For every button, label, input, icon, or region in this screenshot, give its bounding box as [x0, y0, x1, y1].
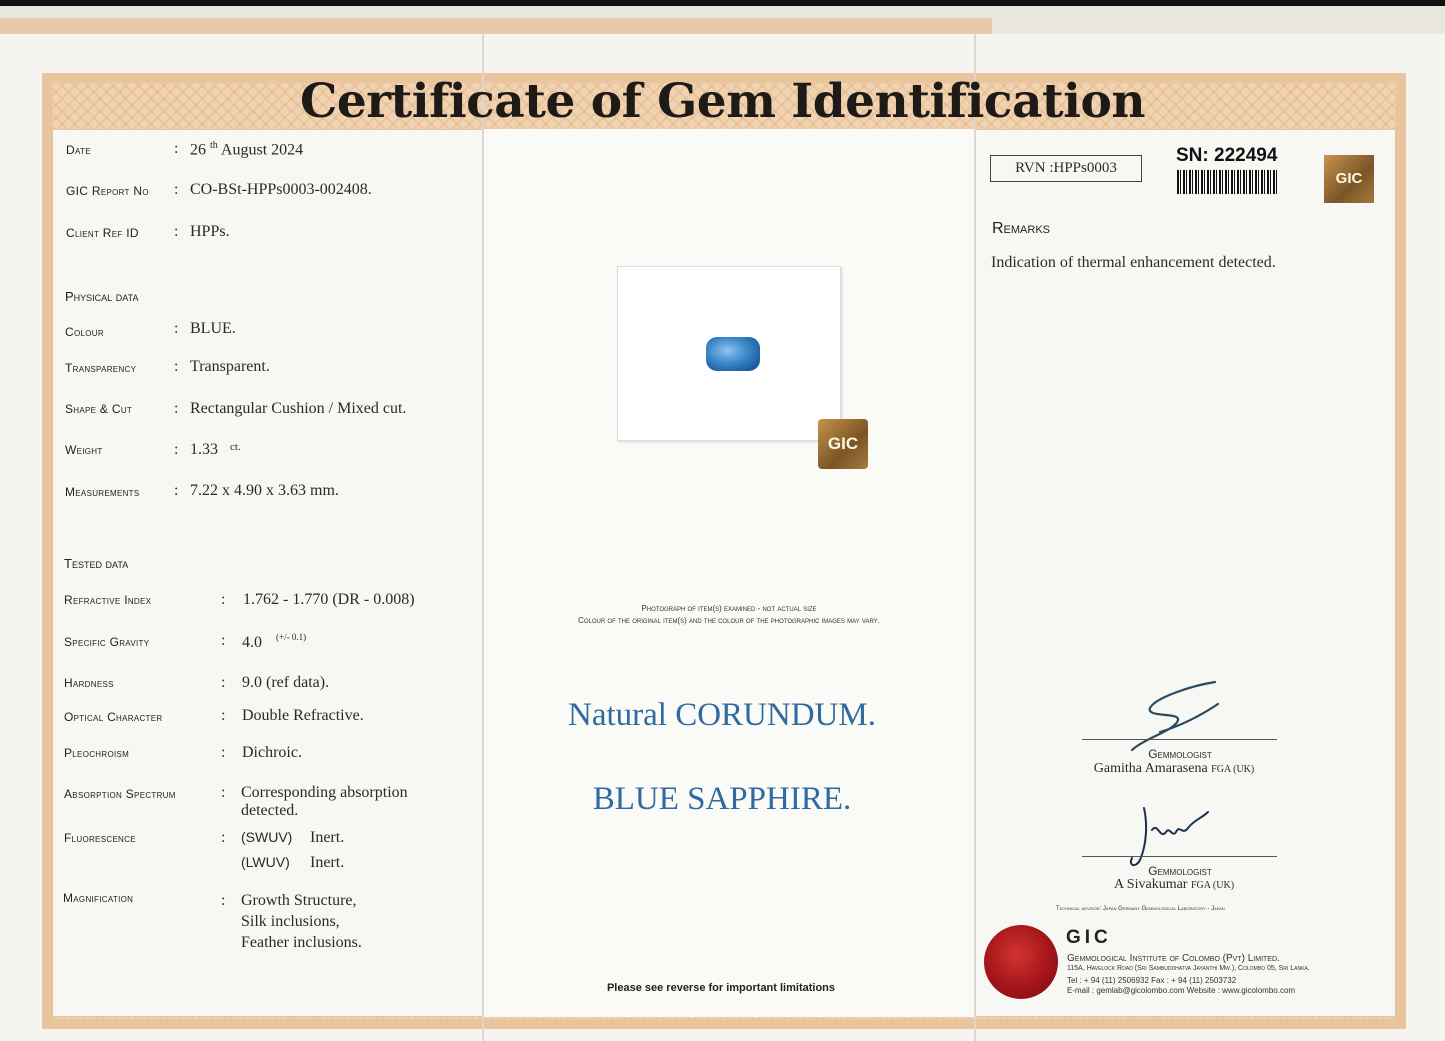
- client-ref-value: HPPs.: [190, 223, 230, 240]
- certificate-title: Certificate of Gem Identification: [299, 74, 1146, 129]
- institute-phone: Tel : + 94 (11) 2506932 Fax : + 94 (11) 2503732: [1067, 976, 1237, 985]
- absorption-value: Corresponding absorption detected.: [241, 784, 408, 819]
- colon: :: [221, 744, 226, 761]
- photo-note-line-1: Photograph of item(s) examined - not actual size: [641, 604, 817, 613]
- gemmologist-2-fullname: A Sivakumar: [1113, 877, 1188, 892]
- barcode: [1177, 170, 1277, 194]
- photo-note-line-2: Colour of the original item(s) and the colour of the photographic images may vary.: [578, 616, 880, 625]
- red-wax-seal: [984, 925, 1058, 999]
- remarks-heading: Remarks: [992, 220, 1051, 237]
- date-month-year: August 2024: [220, 141, 304, 159]
- weight-number: 1.33: [190, 441, 218, 458]
- institute-address: 115A, Havelock Road (Sri Sambuddhatva Jayanthi Mw.), Colombo 05, Sri Lanka.: [1067, 965, 1310, 972]
- fold-line-left: [482, 34, 484, 1041]
- gemmologist-2-signature: [1122, 800, 1222, 872]
- report-no-value: CO-BSt-HPPs0003-002408.: [190, 181, 372, 198]
- client-ref-label: Client Ref ID: [66, 226, 139, 240]
- tested-data-heading: Tested data: [64, 556, 129, 571]
- gemmologist-2-qualification: FGA (UK): [1190, 880, 1235, 891]
- technical-advisor-note: Technical advisor: Japan Germany Gemmological Laboratory - Japan: [1056, 906, 1225, 912]
- colour-label: Colour: [65, 325, 104, 339]
- colon: :: [221, 784, 226, 801]
- gic-logo-text: GIC: [1066, 927, 1112, 948]
- institute-name: Gemmological Institute of Colombo (Pvt) Limited.: [1067, 953, 1280, 964]
- absorption-label: Absorption Spectrum: [64, 787, 176, 801]
- colon: :: [221, 591, 226, 608]
- colon: :: [221, 707, 226, 724]
- gemmologist-1-fullname: Gamitha Amarasena: [1093, 761, 1208, 776]
- colon: :: [174, 181, 179, 198]
- hardness-value: 9.0 (ref data).: [242, 674, 330, 691]
- ri-value: 1.762 - 1.770 (DR - 0.008): [243, 591, 415, 608]
- middle-panel: [484, 129, 974, 1017]
- swuv-value: Inert.: [310, 829, 345, 846]
- colon: :: [221, 892, 226, 909]
- sg-value: [242, 632, 306, 652]
- gemmologist-2-name: [1076, 877, 1272, 893]
- colour-value: BLUE.: [190, 320, 236, 337]
- colon: :: [174, 482, 179, 499]
- measurements-value: 7.22 x 4.90 x 3.63 mm.: [190, 482, 339, 499]
- blue-sapphire-photo: [706, 337, 760, 371]
- report-no-label: GIC Report No: [66, 184, 149, 198]
- weight-value: [190, 441, 241, 459]
- gemmologist-1-signature: [1120, 676, 1230, 756]
- colon: :: [221, 674, 226, 691]
- magnification-line-2: Silk inclusions,: [241, 913, 340, 930]
- rvn-box: RVN :HPPs0003: [990, 155, 1142, 182]
- weight-label: Weight: [65, 443, 103, 457]
- colon: :: [221, 632, 226, 649]
- measurements-label: Measurements: [65, 485, 140, 499]
- colon: :: [174, 140, 179, 157]
- lwuv-label: (LWUV): [241, 854, 290, 870]
- institute-email-web: E-mail : gemlab@gicolombo.com Website : www.gicolombo.com: [1067, 986, 1296, 995]
- gemmologist-1-name: [1076, 761, 1272, 777]
- pleochroism-value: Dichroic.: [242, 744, 302, 761]
- colon: :: [174, 320, 179, 337]
- fold-line-right: [974, 34, 976, 1041]
- date-suffix: th: [210, 140, 218, 151]
- variety-name: BLUE SAPPHIRE.: [592, 781, 852, 817]
- fluorescence-label: Fluorescence: [64, 831, 136, 845]
- species-name: Natural CORUNDUM.: [568, 697, 876, 733]
- sg-label: Specific Gravity: [64, 635, 150, 649]
- shape-cut-value: Rectangular Cushion / Mixed cut.: [190, 400, 407, 417]
- gemmologist-1-qualification: FGA (UK): [1211, 764, 1255, 775]
- gic-hologram-seal: GIC: [818, 419, 868, 469]
- signature-line-2: [1082, 856, 1277, 857]
- colon: :: [221, 829, 226, 846]
- gemmologist-2-title: Gemmologist: [1148, 864, 1212, 878]
- colon: :: [174, 441, 179, 458]
- gic-hologram-seal-small: GIC: [1324, 155, 1374, 203]
- serial-number: SN: 222494: [1176, 145, 1278, 166]
- weight-unit: ct.: [230, 441, 241, 453]
- shape-cut-label: Shape & Cut: [65, 402, 133, 416]
- colon: :: [174, 400, 179, 417]
- remarks-text: Indication of thermal enhancement detected.: [991, 254, 1276, 271]
- scan-edge: [0, 0, 1445, 6]
- optical-label: Optical Character: [64, 710, 163, 724]
- ri-label: Refractive Index: [64, 593, 152, 607]
- colon: :: [174, 223, 179, 240]
- date-value: [190, 140, 303, 159]
- magnification-line-1: Growth Structure,: [241, 892, 357, 909]
- optical-value: Double Refractive.: [242, 707, 364, 724]
- signature-line-1: [1082, 739, 1277, 740]
- lwuv-value: Inert.: [310, 854, 345, 871]
- gemmologist-1-title: Gemmologist: [1148, 747, 1212, 761]
- magnification-label: Magnification: [63, 891, 134, 905]
- colon: :: [174, 358, 179, 375]
- date-day: 26: [190, 141, 206, 159]
- sg-tolerance: (+/- 0.1): [276, 632, 307, 642]
- reverse-limitations-note: Please see reverse for important limitations: [606, 982, 836, 994]
- transparency-value: Transparent.: [190, 358, 270, 375]
- hardness-label: Hardness: [64, 676, 114, 690]
- date-label: Date: [66, 143, 91, 157]
- magnification-line-3: Feather inclusions.: [241, 934, 362, 951]
- physical-data-heading: Physical data: [65, 289, 139, 304]
- sg-number: 4.0: [242, 634, 262, 651]
- transparency-label: Transparency: [65, 361, 137, 375]
- swuv-label: (SWUV): [241, 829, 293, 845]
- pleochroism-label: Pleochroism: [64, 746, 130, 760]
